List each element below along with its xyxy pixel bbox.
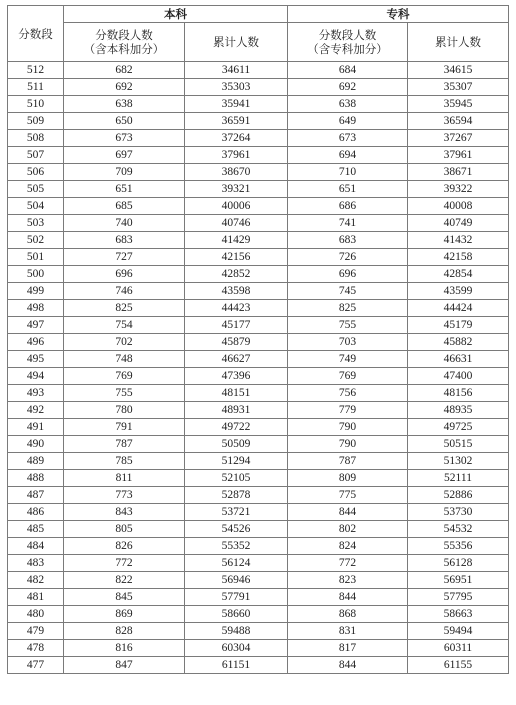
score-cell: 495 bbox=[8, 351, 64, 368]
zhuanke-count-cell: 756 bbox=[288, 385, 408, 402]
benke-count-cell: 822 bbox=[64, 572, 185, 589]
zhuanke-cumulative-cell: 52886 bbox=[408, 487, 509, 504]
zhuanke-cumulative-cell: 40749 bbox=[408, 215, 509, 232]
benke-count-cell: 772 bbox=[64, 555, 185, 572]
benke-cumulative-cell: 56124 bbox=[185, 555, 288, 572]
table-row bbox=[8, 555, 509, 572]
benke-cumulative-cell: 51294 bbox=[185, 453, 288, 470]
zhuanke-cumulative-cell: 42158 bbox=[408, 249, 509, 266]
zhuanke-count-cell: 844 bbox=[288, 504, 408, 521]
score-cell: 478 bbox=[8, 640, 64, 657]
table-row bbox=[8, 657, 509, 674]
score-cell: 487 bbox=[8, 487, 64, 504]
table-row bbox=[8, 300, 509, 317]
benke-cumulative-cell: 49722 bbox=[185, 419, 288, 436]
score-cell: 498 bbox=[8, 300, 64, 317]
benke-count-cell: 673 bbox=[64, 130, 185, 147]
table-row bbox=[8, 283, 509, 300]
benke-cumulative-cell: 47396 bbox=[185, 368, 288, 385]
score-cell: 506 bbox=[8, 164, 64, 181]
zhuanke-cumulative-cell: 47400 bbox=[408, 368, 509, 385]
zhuanke-count-cell: 779 bbox=[288, 402, 408, 419]
benke-count-cell: 683 bbox=[64, 232, 185, 249]
benke-count-cell: 869 bbox=[64, 606, 185, 623]
score-cell: 508 bbox=[8, 130, 64, 147]
benke-count-cell: 791 bbox=[64, 419, 185, 436]
benke-cumulative-cell: 35303 bbox=[185, 79, 288, 96]
zhuanke-cumulative-cell: 46631 bbox=[408, 351, 509, 368]
zhuanke-count-cell: 673 bbox=[288, 130, 408, 147]
zhuanke-cumulative-cell: 41432 bbox=[408, 232, 509, 249]
benke-cumulative-cell: 55352 bbox=[185, 538, 288, 555]
header-row-groups bbox=[8, 6, 509, 23]
benke-count-cell: 696 bbox=[64, 266, 185, 283]
zhuanke-count-cell: 823 bbox=[288, 572, 408, 589]
table-body bbox=[8, 62, 509, 674]
table-row bbox=[8, 504, 509, 521]
table-row bbox=[8, 589, 509, 606]
score-cell: 483 bbox=[8, 555, 64, 572]
score-cell: 500 bbox=[8, 266, 64, 283]
zhuanke-cumulative-cell: 35307 bbox=[408, 79, 509, 96]
zhuanke-cumulative-cell: 37267 bbox=[408, 130, 509, 147]
score-cell: 496 bbox=[8, 334, 64, 351]
benke-cumulative-cell: 42852 bbox=[185, 266, 288, 283]
benke-count-cell: 773 bbox=[64, 487, 185, 504]
score-cell: 481 bbox=[8, 589, 64, 606]
score-cell: 503 bbox=[8, 215, 64, 232]
zhuanke-count-cell: 831 bbox=[288, 623, 408, 640]
benke-count-cell: 697 bbox=[64, 147, 185, 164]
table-row bbox=[8, 351, 509, 368]
zhuanke-count-cell: 817 bbox=[288, 640, 408, 657]
score-cell: 484 bbox=[8, 538, 64, 555]
benke-cumulative-cell: 54526 bbox=[185, 521, 288, 538]
table-row bbox=[8, 317, 509, 334]
zhuanke-count-cell: 684 bbox=[288, 62, 408, 79]
table-row bbox=[8, 334, 509, 351]
benke-cumulative-cell: 60304 bbox=[185, 640, 288, 657]
zhuanke-count-header bbox=[288, 23, 408, 62]
benke-cumulative-cell: 50509 bbox=[185, 436, 288, 453]
zhuanke-cumulative-cell: 60311 bbox=[408, 640, 509, 657]
benke-cumulative-cell: 38670 bbox=[185, 164, 288, 181]
benke-cumulative-cell: 34611 bbox=[185, 62, 288, 79]
benke-cumulative-cell: 42156 bbox=[185, 249, 288, 266]
zhuanke-cumulative-cell: 37961 bbox=[408, 147, 509, 164]
benke-count-cell: 682 bbox=[64, 62, 185, 79]
score-cell: 485 bbox=[8, 521, 64, 538]
table-row bbox=[8, 266, 509, 283]
benke-count-cell: 805 bbox=[64, 521, 185, 538]
score-cell: 493 bbox=[8, 385, 64, 402]
benke-count-cell: 685 bbox=[64, 198, 185, 215]
zhuanke-cumulative-cell: 56951 bbox=[408, 572, 509, 589]
score-column-header: 分数段 bbox=[8, 6, 64, 62]
benke-count-cell: 746 bbox=[64, 283, 185, 300]
table-row bbox=[8, 436, 509, 453]
benke-cumulative-cell: 52105 bbox=[185, 470, 288, 487]
benke-count-cell: 826 bbox=[64, 538, 185, 555]
benke-cumulative-cell: 48931 bbox=[185, 402, 288, 419]
benke-count-cell: 727 bbox=[64, 249, 185, 266]
benke-cumulative-cell: 35941 bbox=[185, 96, 288, 113]
table-row bbox=[8, 62, 509, 79]
benke-count-cell: 692 bbox=[64, 79, 185, 96]
zhuanke-cumulative-cell: 44424 bbox=[408, 300, 509, 317]
benke-count-header-line1: 分数段人数 bbox=[95, 28, 153, 42]
zhuanke-count-cell: 741 bbox=[288, 215, 408, 232]
zhuanke-cumulative-cell: 34615 bbox=[408, 62, 509, 79]
benke-group-header: 本科 bbox=[64, 6, 288, 23]
table-row bbox=[8, 538, 509, 555]
benke-count-cell: 702 bbox=[64, 334, 185, 351]
table-row bbox=[8, 521, 509, 538]
table-row bbox=[8, 181, 509, 198]
score-cell: 501 bbox=[8, 249, 64, 266]
score-cell: 504 bbox=[8, 198, 64, 215]
zhuanke-count-cell: 745 bbox=[288, 283, 408, 300]
table-row bbox=[8, 640, 509, 657]
score-cell: 480 bbox=[8, 606, 64, 623]
zhuanke-count-cell: 755 bbox=[288, 317, 408, 334]
score-cell: 507 bbox=[8, 147, 64, 164]
zhuanke-cumulative-cell: 48935 bbox=[408, 402, 509, 419]
benke-count-cell: 847 bbox=[64, 657, 185, 674]
benke-count-cell: 650 bbox=[64, 113, 185, 130]
table-row bbox=[8, 487, 509, 504]
benke-cumulative-cell: 37264 bbox=[185, 130, 288, 147]
table-row bbox=[8, 215, 509, 232]
zhuanke-cumulative-cell: 59494 bbox=[408, 623, 509, 640]
score-cell: 486 bbox=[8, 504, 64, 521]
benke-cumulative-cell: 43598 bbox=[185, 283, 288, 300]
benke-count-cell: 638 bbox=[64, 96, 185, 113]
zhuanke-cumulative-cell: 52111 bbox=[408, 470, 509, 487]
table-row bbox=[8, 402, 509, 419]
score-cell: 477 bbox=[8, 657, 64, 674]
score-cell: 479 bbox=[8, 623, 64, 640]
table-row bbox=[8, 453, 509, 470]
zhuanke-cumulative-cell: 39322 bbox=[408, 181, 509, 198]
zhuanke-cumulative-cell: 45179 bbox=[408, 317, 509, 334]
zhuanke-count-cell: 787 bbox=[288, 453, 408, 470]
benke-count-cell: 816 bbox=[64, 640, 185, 657]
table-row bbox=[8, 96, 509, 113]
table-row bbox=[8, 419, 509, 436]
zhuanke-cumulative-cell: 53730 bbox=[408, 504, 509, 521]
zhuanke-cumulative-cell: 48156 bbox=[408, 385, 509, 402]
benke-count-cell: 755 bbox=[64, 385, 185, 402]
zhuanke-count-cell: 868 bbox=[288, 606, 408, 623]
benke-count-cell: 769 bbox=[64, 368, 185, 385]
zhuanke-count-cell: 824 bbox=[288, 538, 408, 555]
benke-cumulative-header: 累计人数 bbox=[185, 23, 288, 62]
score-cell: 505 bbox=[8, 181, 64, 198]
benke-cumulative-cell: 61151 bbox=[185, 657, 288, 674]
zhuanke-count-cell: 710 bbox=[288, 164, 408, 181]
zhuanke-count-cell: 775 bbox=[288, 487, 408, 504]
zhuanke-cumulative-cell: 50515 bbox=[408, 436, 509, 453]
zhuanke-cumulative-cell: 58663 bbox=[408, 606, 509, 623]
zhuanke-count-cell: 825 bbox=[288, 300, 408, 317]
table-row bbox=[8, 249, 509, 266]
benke-cumulative-cell: 36591 bbox=[185, 113, 288, 130]
zhuanke-cumulative-cell: 42854 bbox=[408, 266, 509, 283]
benke-count-header bbox=[64, 23, 185, 62]
benke-cumulative-cell: 41429 bbox=[185, 232, 288, 249]
benke-cumulative-cell: 46627 bbox=[185, 351, 288, 368]
zhuanke-count-cell: 696 bbox=[288, 266, 408, 283]
table-header bbox=[8, 6, 509, 62]
benke-count-cell: 828 bbox=[64, 623, 185, 640]
table-row bbox=[8, 232, 509, 249]
benke-cumulative-cell: 37961 bbox=[185, 147, 288, 164]
benke-count-cell: 787 bbox=[64, 436, 185, 453]
zhuanke-cumulative-cell: 40008 bbox=[408, 198, 509, 215]
score-cell: 488 bbox=[8, 470, 64, 487]
zhuanke-count-cell: 844 bbox=[288, 657, 408, 674]
table-row bbox=[8, 623, 509, 640]
score-cell: 502 bbox=[8, 232, 64, 249]
zhuanke-cumulative-cell: 35945 bbox=[408, 96, 509, 113]
score-cell: 512 bbox=[8, 62, 64, 79]
zhuanke-count-cell: 638 bbox=[288, 96, 408, 113]
benke-cumulative-cell: 53721 bbox=[185, 504, 288, 521]
zhuanke-count-cell: 809 bbox=[288, 470, 408, 487]
table-row bbox=[8, 79, 509, 96]
header-row-columns bbox=[8, 23, 509, 62]
zhuanke-count-cell: 692 bbox=[288, 79, 408, 96]
benke-cumulative-cell: 44423 bbox=[185, 300, 288, 317]
benke-count-cell: 748 bbox=[64, 351, 185, 368]
zhuanke-cumulative-cell: 55356 bbox=[408, 538, 509, 555]
benke-cumulative-cell: 48151 bbox=[185, 385, 288, 402]
score-cell: 499 bbox=[8, 283, 64, 300]
zhuanke-count-cell: 683 bbox=[288, 232, 408, 249]
score-cell: 482 bbox=[8, 572, 64, 589]
score-distribution-table bbox=[7, 5, 509, 674]
score-cell: 509 bbox=[8, 113, 64, 130]
zhuanke-cumulative-cell: 61155 bbox=[408, 657, 509, 674]
benke-count-header-line2: （含本科加分） bbox=[83, 42, 165, 56]
zhuanke-count-cell: 772 bbox=[288, 555, 408, 572]
table-row bbox=[8, 147, 509, 164]
benke-count-cell: 825 bbox=[64, 300, 185, 317]
score-cell: 490 bbox=[8, 436, 64, 453]
score-cell: 510 bbox=[8, 96, 64, 113]
zhuanke-count-cell: 802 bbox=[288, 521, 408, 538]
benke-cumulative-cell: 57791 bbox=[185, 589, 288, 606]
benke-cumulative-cell: 40006 bbox=[185, 198, 288, 215]
benke-cumulative-cell: 58660 bbox=[185, 606, 288, 623]
benke-count-cell: 845 bbox=[64, 589, 185, 606]
zhuanke-count-cell: 769 bbox=[288, 368, 408, 385]
benke-count-cell: 709 bbox=[64, 164, 185, 181]
score-cell: 492 bbox=[8, 402, 64, 419]
benke-count-cell: 780 bbox=[64, 402, 185, 419]
table-row bbox=[8, 606, 509, 623]
table-row bbox=[8, 368, 509, 385]
table-row bbox=[8, 113, 509, 130]
zhuanke-cumulative-cell: 38671 bbox=[408, 164, 509, 181]
zhuanke-cumulative-cell: 51302 bbox=[408, 453, 509, 470]
zhuanke-count-cell: 649 bbox=[288, 113, 408, 130]
zhuanke-group-header: 专科 bbox=[288, 6, 509, 23]
score-cell: 494 bbox=[8, 368, 64, 385]
benke-count-cell: 843 bbox=[64, 504, 185, 521]
benke-cumulative-cell: 59488 bbox=[185, 623, 288, 640]
benke-cumulative-cell: 45879 bbox=[185, 334, 288, 351]
zhuanke-count-cell: 686 bbox=[288, 198, 408, 215]
table-row bbox=[8, 572, 509, 589]
zhuanke-count-cell: 703 bbox=[288, 334, 408, 351]
benke-count-cell: 811 bbox=[64, 470, 185, 487]
zhuanke-count-header-line2: （含专科加分） bbox=[307, 42, 388, 56]
zhuanke-count-cell: 726 bbox=[288, 249, 408, 266]
benke-count-cell: 740 bbox=[64, 215, 185, 232]
zhuanke-cumulative-cell: 45882 bbox=[408, 334, 509, 351]
score-cell: 489 bbox=[8, 453, 64, 470]
benke-count-cell: 785 bbox=[64, 453, 185, 470]
zhuanke-count-cell: 651 bbox=[288, 181, 408, 198]
zhuanke-count-cell: 694 bbox=[288, 147, 408, 164]
table-row bbox=[8, 130, 509, 147]
zhuanke-cumulative-cell: 43599 bbox=[408, 283, 509, 300]
score-cell: 497 bbox=[8, 317, 64, 334]
zhuanke-count-cell: 790 bbox=[288, 436, 408, 453]
zhuanke-cumulative-header: 累计人数 bbox=[408, 23, 509, 62]
zhuanke-cumulative-cell: 49725 bbox=[408, 419, 509, 436]
table-row bbox=[8, 164, 509, 181]
benke-count-cell: 754 bbox=[64, 317, 185, 334]
zhuanke-count-cell: 844 bbox=[288, 589, 408, 606]
benke-cumulative-cell: 39321 bbox=[185, 181, 288, 198]
zhuanke-count-cell: 749 bbox=[288, 351, 408, 368]
zhuanke-count-cell: 790 bbox=[288, 419, 408, 436]
table-row bbox=[8, 198, 509, 215]
score-cell: 511 bbox=[8, 79, 64, 96]
benke-cumulative-cell: 40746 bbox=[185, 215, 288, 232]
benke-cumulative-cell: 56946 bbox=[185, 572, 288, 589]
table-row bbox=[8, 385, 509, 402]
score-cell: 491 bbox=[8, 419, 64, 436]
zhuanke-cumulative-cell: 56128 bbox=[408, 555, 509, 572]
zhuanke-count-header-line1: 分数段人数 bbox=[318, 28, 377, 42]
table-row bbox=[8, 470, 509, 487]
benke-count-cell: 651 bbox=[64, 181, 185, 198]
benke-cumulative-cell: 52878 bbox=[185, 487, 288, 504]
benke-cumulative-cell: 45177 bbox=[185, 317, 288, 334]
zhuanke-cumulative-cell: 36594 bbox=[408, 113, 509, 130]
zhuanke-cumulative-cell: 57795 bbox=[408, 589, 509, 606]
zhuanke-cumulative-cell: 54532 bbox=[408, 521, 509, 538]
